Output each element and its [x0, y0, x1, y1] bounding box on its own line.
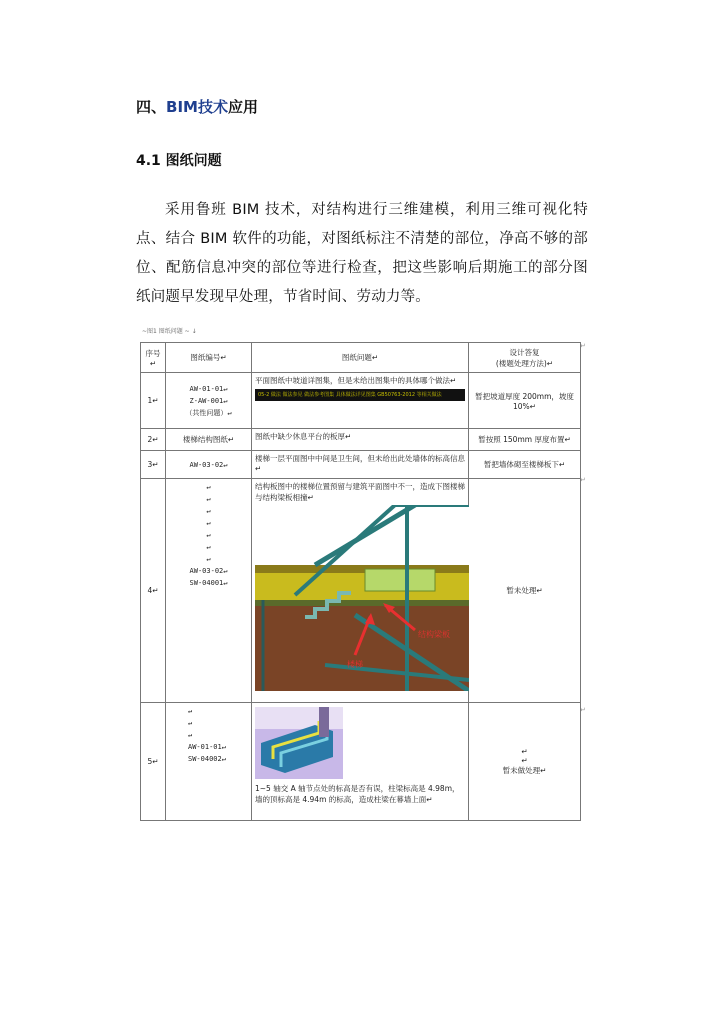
header-reply-line2: (楼题处理方法)↵	[495, 358, 554, 368]
row-no: 3↵	[141, 451, 166, 479]
header-reply	[469, 343, 581, 373]
wall-cap	[255, 600, 469, 606]
stair-collision-model	[255, 505, 469, 691]
edge-mark: ↵	[580, 476, 586, 484]
problem-text: 1~5 轴交 A 轴节点处的标高是否有误，柱梁标高是 4.98m，墙的顶标高是 4.94m 的标高，造成柱梁在幕墙上面↵	[255, 784, 460, 804]
heading-suffix: 应用	[227, 98, 258, 116]
row-problem: 楼梯一层平面图中中间是卫生间，但未给出此处墙体的标高信息↵	[252, 451, 469, 479]
reply-line: 暂未做处理↵	[502, 766, 547, 775]
body-paragraph: 采用鲁班 BIM 技术，对结构进行三维建模，利用三维可视化特点、结合 BIM 软件的功能，对图纸标注不清楚的部位，净高不够的部位、配筋信息冲突的部位等进行检查，把这些影响后期施工的部分图纸问题早发现早处理，节省时间、劳动力等。	[136, 202, 588, 305]
heading-prefix: 四、	[136, 98, 167, 116]
row-reply: 暂按照 150mm 厚度布置↵	[469, 429, 581, 451]
header-problem: 图纸问题↵	[252, 343, 469, 373]
row-drawing	[166, 373, 252, 429]
row-drawing	[166, 703, 252, 821]
drawing-issues-figure	[138, 326, 586, 830]
header-drawing: 图纸编号↵	[166, 343, 252, 373]
row-no: 2↵	[141, 429, 166, 451]
drawing-line: ↵	[206, 531, 211, 539]
slab-top-band	[255, 565, 469, 573]
problem-text: 结构板图中的楼梯位置预留与建筑平面图中不一，造成下图楼梯与结构梁板相撞↵	[255, 482, 465, 502]
drawing-line: ↵	[188, 731, 193, 739]
drawing-line: ↵	[188, 707, 193, 715]
row-reply: 暂把墙体砌至楼梯板下↵	[469, 451, 581, 479]
drawing-line: ↵	[206, 543, 211, 551]
row-drawing: AW-03-02↵	[166, 451, 252, 479]
drawing-line: ↵	[188, 719, 193, 727]
edge-mark: ↵	[580, 706, 586, 714]
table-header-row	[141, 343, 581, 373]
header-no: 序号↵	[141, 343, 166, 373]
row-no: 4↵	[141, 479, 166, 703]
reply-line: ↵	[521, 747, 528, 756]
model-top	[255, 707, 343, 729]
drawing-line: ↵	[206, 555, 211, 563]
row-drawing: 楼梯结构图纸↵	[166, 429, 252, 451]
drawing-line: SW-04001↵	[189, 579, 228, 587]
row-problem	[252, 479, 469, 703]
drawing-line: Z-AW-001↵	[189, 396, 228, 405]
row-reply: 暂把坡道厚度 200mm，坡度 10%↵	[469, 373, 581, 429]
edge-mark: ↵	[580, 342, 586, 350]
row-reply	[469, 703, 581, 821]
drawing-line: ↵	[206, 519, 211, 527]
drawing-line: AW-01-01↵	[189, 384, 228, 393]
issues-table	[140, 342, 581, 821]
heading-bim: BIM	[166, 98, 198, 116]
figure-caption: ~图1 图纸问题 ~ ↓	[142, 328, 197, 335]
table-row	[141, 429, 581, 451]
header-reply-line1: 设计答复	[509, 347, 540, 357]
table-row	[141, 451, 581, 479]
drawing-line: ↵	[206, 495, 211, 503]
table-row	[141, 479, 581, 703]
label-beam: 结构梁板	[418, 630, 450, 639]
problem-text: 平面图纸中坡道详图集，但是未给出图集中的具体哪个做法↵	[255, 376, 457, 385]
row-drawing	[166, 479, 252, 703]
drawing-line: AW-03-02↵	[189, 567, 228, 575]
reply-line: ↵	[521, 756, 528, 765]
label-stair: 楼梯	[347, 660, 363, 669]
row-no: 1↵	[141, 373, 166, 429]
drawing-line: AW-01-01↵	[188, 743, 226, 751]
section-heading	[136, 96, 258, 117]
drawing-line: SW-04002↵	[188, 755, 226, 763]
drawing-line: ↵	[206, 483, 211, 491]
drawing-line: ↵	[206, 507, 211, 515]
node-model	[255, 707, 343, 779]
subsection-heading: 4.1 图纸问题	[136, 153, 222, 169]
row-problem	[252, 703, 469, 821]
beam-green	[365, 569, 435, 591]
row-problem	[252, 373, 469, 429]
row-problem: 图纸中缺少休息平台的板厚↵	[252, 429, 469, 451]
table-row	[141, 703, 581, 821]
drawing-line: （共性问题）↵	[185, 408, 232, 417]
row-no: 5↵	[141, 703, 166, 821]
table-row	[141, 373, 581, 429]
column-purple	[319, 707, 329, 737]
heading-tech: 技术	[197, 98, 228, 116]
drawing-snippet: 05-2 做法 做法参见 做法参考图集 具体做法详见图集 GB50763-2012 等相关做法	[255, 389, 465, 401]
row-reply: 暂未处理↵	[469, 479, 581, 703]
